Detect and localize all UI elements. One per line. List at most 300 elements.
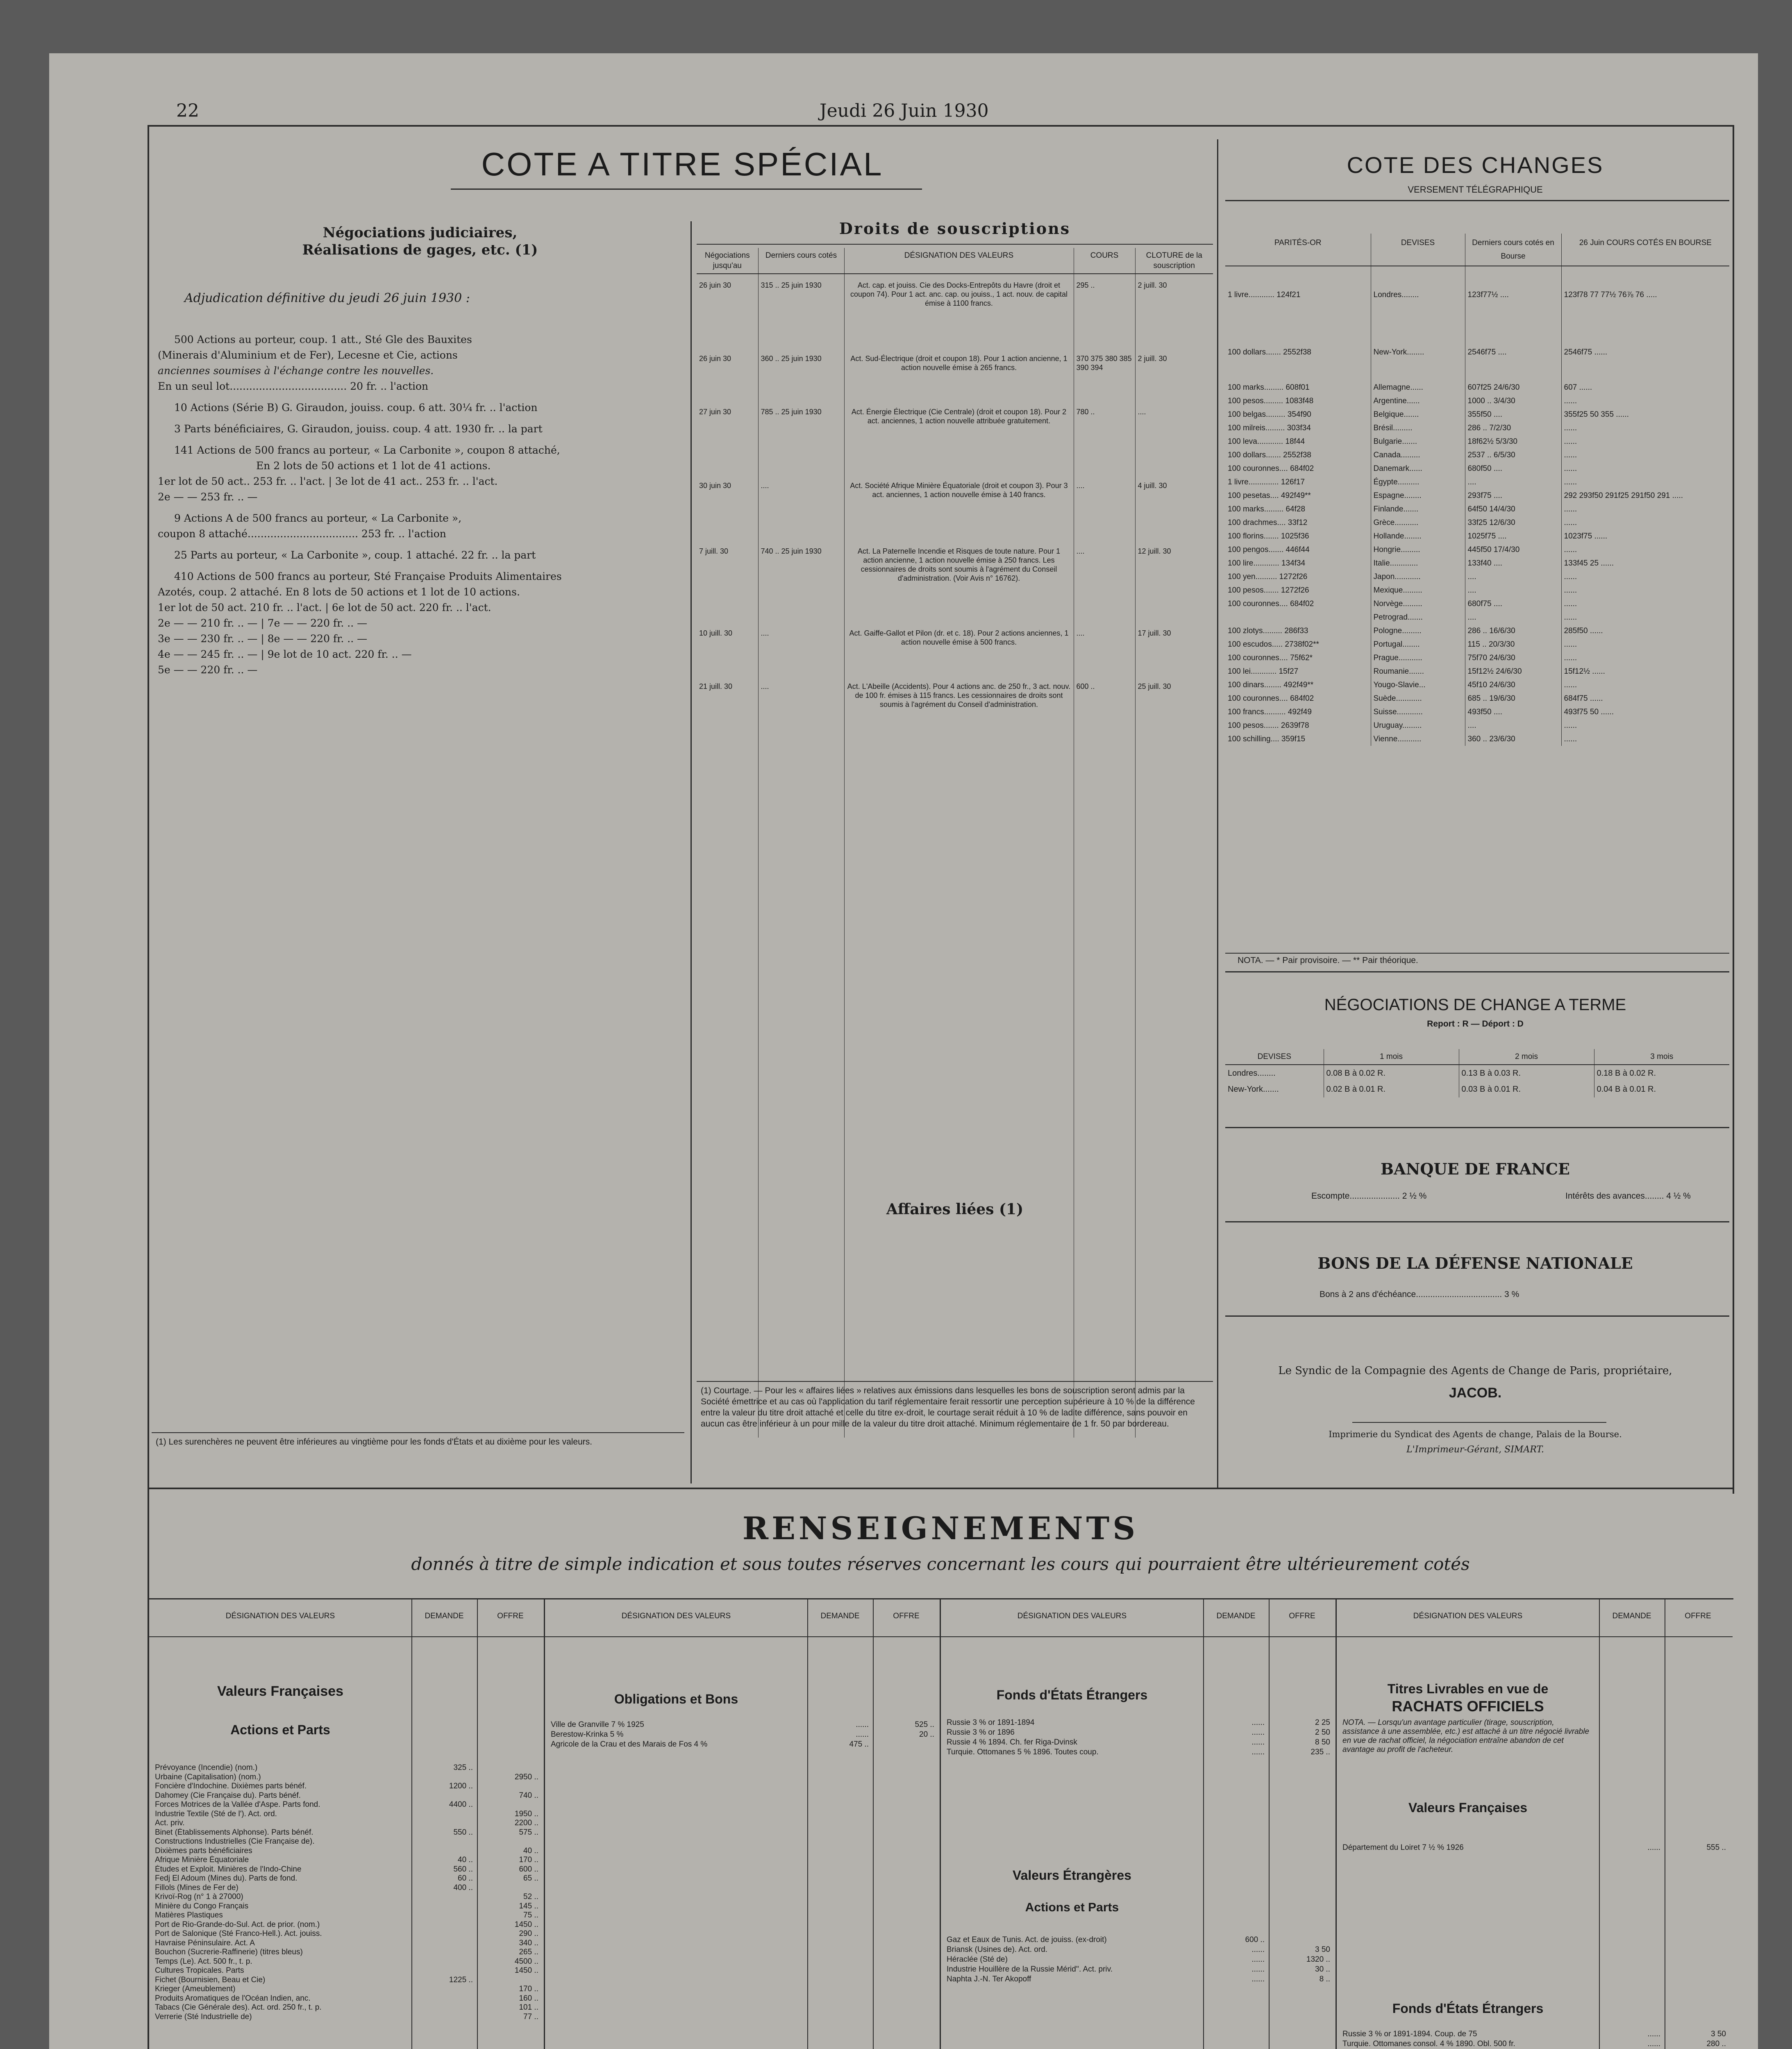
renseignement-demande: 325 .. (453, 1763, 473, 1772)
section-title: Valeurs Françaises (1408, 1800, 1527, 1815)
renseignement-designation: Cultures Tropicales. Parts (155, 1966, 244, 1975)
change-parite: 100 marks......... 64f28 (1225, 502, 1371, 516)
renseignement-offre: 75 .. (523, 1911, 538, 1920)
souscription-cours: .... (1074, 622, 1135, 675)
renseignement-offre: 170 .. (519, 1985, 538, 1993)
column-divider (1203, 1599, 1204, 2049)
change-cours-cote: ...... (1564, 721, 1577, 730)
col-demande: DEMANDE (820, 1612, 860, 1620)
souscription-row (697, 540, 1213, 622)
change-row (1225, 570, 1729, 584)
changes-title: COTE DES CHANGES (1347, 152, 1604, 178)
newspaper-page (49, 53, 1758, 2049)
bons-top-rule (1225, 1221, 1729, 1222)
souscription-empty-cell (844, 741, 1074, 1438)
renseignement-demande: ...... (1251, 1945, 1265, 1954)
change-cours-cote: 607 ...... (1564, 383, 1592, 392)
renseignement-demande: ...... (1251, 1965, 1265, 1974)
change-dernier-cours: 1000 .. 3/4/30 (1465, 394, 1561, 408)
change-dernier-cours: 75f70 24/6/30 (1465, 651, 1561, 665)
renseignements-column (1337, 1599, 1733, 2049)
change-devise: Portugal........ (1371, 638, 1465, 651)
section-title: Obligations et Bons (614, 1692, 738, 1706)
change-dernier-cours: .... (1465, 611, 1561, 624)
adjudication-line-item: 410 Actions de 500 francs au porteur, Sté Française Produits Alimentaires (174, 570, 562, 582)
renseignement-designation: Produits Aromatiques de l'Océan Indien, anc. (155, 1994, 311, 2003)
change-parite (1225, 611, 1371, 624)
renseignement-designation: Matières Plastiques (155, 1911, 223, 1920)
change-parite: 100 pesos......... 1083f48 (1225, 394, 1371, 408)
terme-2-mois: 0.13 B à 0.03 R. (1459, 1065, 1594, 1081)
change-dernier-cours: 15f12½ 24/6/30 (1465, 665, 1561, 678)
change-dernier-cours: 2537 .. 6/5/30 (1465, 448, 1561, 462)
change-parite: 100 couronnes.... 684f02 (1225, 462, 1371, 475)
souscription-designation: Act. Gaiffe-Gallot et Pilon (dr. et c. 18). Pour 2 actions anciennes, 1 action nouvelle émise à 500 francs. (844, 622, 1074, 675)
renseignement-designation: Prévoyance (Incendie) (nom.) (155, 1763, 258, 1772)
change-dernier-cours: 64f50 14/4/30 (1465, 502, 1561, 516)
souscriptions-rule (697, 244, 1213, 245)
renseignement-offre: 8 50 (1315, 1738, 1330, 1747)
change-dernier-cours: 286 .. 16/6/30 (1465, 624, 1561, 638)
gerant-line: L'Imprimeur-Gérant, SIMART. (1406, 1445, 1544, 1455)
change-cours-cote: 355f25 50 355 ...... (1564, 410, 1629, 419)
renseignement-designation: Foncière d'Indochine. Dixièmes parts bénéf. (155, 1782, 307, 1790)
souscription-designation: Act. cap. et jouiss. Cie des Docks-Entrepôts du Havre (droit et coupon 74). Pour 1 act. anc. cap. ou jouiss., 1 act. nouv. de capital émise à 1100 francs. (844, 274, 1074, 348)
changes-header-row (1225, 234, 1729, 266)
renseignement-demande: 1200 .. (449, 1782, 473, 1790)
souscription-empty-cell (1074, 741, 1135, 1438)
souscription-row (697, 622, 1213, 675)
souscription-date: 21 juill. 30 (697, 675, 758, 741)
souscription-cloture: 2 juill. 30 (1138, 281, 1167, 289)
terme-top-rule (1225, 971, 1729, 972)
change-parite: 100 drachmes.... 33f12 (1225, 516, 1371, 529)
renseignement-demande: 4400 .. (449, 1800, 473, 1809)
change-row (1225, 611, 1729, 624)
change-row (1225, 557, 1729, 570)
change-devise: Danemark...... (1371, 462, 1465, 475)
renseignement-designation: Industrie Textile (Sté de l'). Act. ord. (155, 1809, 277, 1818)
renseignement-designation: Industrie Houillère de la Russie Mérid''. Act. priv. (947, 1965, 1113, 1974)
terme-1-mois: 0.02 B à 0.01 R. (1324, 1081, 1459, 1097)
change-dernier-cours: 1025f75 .... (1465, 529, 1561, 543)
change-row (1225, 543, 1729, 557)
col-2-mois: 2 mois (1459, 1049, 1594, 1065)
terme-row (1225, 1065, 1729, 1081)
renseignement-designation: Minière du Congo Français (155, 1901, 249, 1910)
terme-2-mois: 0.03 B à 0.01 R. (1459, 1081, 1594, 1097)
page-date: Jeudi 26 Juin 1930 (820, 100, 989, 121)
renseignement-designation: Forces Motrices de la Vallée d'Aspe. Parts fond. (155, 1800, 320, 1809)
adjudication-line: Adjudication définitive du jeudi 26 juin 1930 : (184, 291, 470, 305)
terme-header-row (1225, 1049, 1729, 1065)
renseignement-offre: 740 .. (519, 1791, 538, 1800)
renseignement-designation: Port de Salonique (Sté Franco-Hell.). Act. jouiss. (155, 1929, 322, 1938)
renseignement-demande: 400 .. (453, 1883, 473, 1892)
renseignement-designation: Turquie. Ottomanes consol. 4 % 1890. Obl. 500 fr. (1342, 2040, 1515, 2048)
change-dernier-cours: 680f75 .... (1465, 597, 1561, 611)
adjudication-line-item: 4e — — 245 fr. .. — | 9e lot de 10 act. 220 fr. .. — (158, 648, 412, 660)
renseignement-designation: Gaz et Eaux de Tunis. Act. de jouiss. (ex-droit) (947, 1935, 1107, 1944)
adjudication-list (158, 332, 682, 678)
renseignement-designation: Tabacs (Cie Générale des). Act. ord. 250 fr., t. p. (155, 2003, 322, 2012)
change-devise: Brésil......... (1371, 421, 1465, 435)
change-dernier-cours: 2546f75 .... (1465, 323, 1561, 381)
souscription-cloture: .... (1138, 408, 1146, 416)
renseignement-offre: 2 25 (1315, 1718, 1330, 1727)
souscription-derniers-cours: 315 .. 25 juin 1930 (758, 274, 844, 348)
renseignement-designation: Bouchon (Sucrerie-Raffinerie) (titres bleus) (155, 1948, 303, 1956)
change-parite: 100 pesos....... 1272f26 (1225, 584, 1371, 597)
change-row (1225, 266, 1729, 323)
change-parite: 100 couronnes.... 684f02 (1225, 692, 1371, 705)
change-cours-cote: 15f12½ ...... (1564, 667, 1605, 676)
realisations-title: Réalisations de gages, etc. (1) (302, 242, 538, 258)
change-cours-cote: ...... (1564, 735, 1577, 743)
change-cours-cote: 2546f75 ...... (1564, 348, 1608, 357)
souscription-cours: .... (1074, 475, 1135, 540)
adjudication-line-item: 10 Actions (Série B) G. Giraudon, jouiss. coup. 6 att. 30¼ fr. .. l'action (174, 402, 538, 413)
change-cours-cote: ...... (1564, 451, 1577, 459)
renseignement-offre: 8 .. (1319, 1975, 1330, 1983)
col-offre: OFFRE (497, 1612, 524, 1620)
souscription-cours: 780 .. (1074, 401, 1135, 475)
renseignements-top-rule (148, 1488, 1733, 1489)
change-parite: 100 leva............ 18f44 (1225, 435, 1371, 448)
renseignement-demande: 475 .. (849, 1740, 869, 1749)
adjudication-line-item: coupon 8 attaché.................................. 253 fr. .. l'action (158, 528, 446, 540)
renseignement-designation: Urbaine (Capitalisation) (nom.) (155, 1772, 261, 1781)
renseignement-offre: 77 .. (523, 2012, 538, 2021)
renseignement-designation: Études et Exploit. Minières de l'Indo-Chine (155, 1865, 302, 1874)
change-devise: Pologne......... (1371, 624, 1465, 638)
souscription-cloture: 12 juill. 30 (1138, 547, 1171, 555)
change-dernier-cours: 133f40 .... (1465, 557, 1561, 570)
souscription-row (697, 675, 1213, 741)
souscription-cloture: 4 juill. 30 (1138, 482, 1167, 490)
col-designation: DÉSIGNATION DES VALEURS (1413, 1612, 1523, 1620)
section-subtitle: Actions et Parts (1025, 1901, 1119, 1914)
syndic-top-rule (1225, 1315, 1729, 1317)
renseignement-designation: Briansk (Usines de). Act. ord. (947, 1945, 1048, 1954)
souscription-row (697, 401, 1213, 475)
renseignement-demande: ...... (1251, 1748, 1265, 1756)
column-divider (477, 1599, 478, 2049)
souscriptions-header-row (697, 248, 1213, 274)
col-derniers-cours: Derniers cours cotés en Bourse (1465, 234, 1561, 266)
renseignement-demande: 40 .. (458, 1856, 473, 1864)
renseignement-demande: ...... (1251, 1738, 1265, 1747)
renseignement-designation: Temps (Le). Act. 500 fr., t. p. (155, 1957, 252, 1966)
section-title: Valeurs Françaises (217, 1683, 344, 1699)
renseignement-offre: 52 .. (523, 1892, 538, 1901)
changes-rule (1225, 200, 1729, 201)
change-parite: 100 escudos..... 2738f02** (1225, 638, 1371, 651)
renseignement-designation: Russie 3 % or 1891-1894. Coup. de 75 (1342, 2030, 1477, 2038)
col-cours: COURS (1074, 248, 1135, 274)
renseignement-designation: Dahomey (Cie Française du). Parts bénéf. (155, 1791, 301, 1800)
renseignement-designation: Héraclée (Sté de) (947, 1955, 1008, 1964)
souscription-derniers-cours: 785 .. 25 juin 1930 (758, 401, 844, 475)
section-subtitle: Actions et Parts (230, 1722, 330, 1737)
change-cours-cote: ...... (1564, 600, 1577, 608)
col-demande: DEMANDE (1216, 1612, 1256, 1620)
banque-title: BANQUE DE FRANCE (1381, 1160, 1570, 1178)
renseignement-offre: 145 .. (519, 1901, 538, 1910)
renseignement-offre: 3 50 (1315, 1945, 1330, 1954)
page-number: 22 (176, 100, 199, 121)
renseignement-demande: 550 .. (453, 1828, 473, 1837)
column-divider (873, 1599, 874, 2049)
renseignement-designation: Port de Rio-Grande-do-Sul. Act. de prior. (nom.) (155, 1920, 320, 1929)
change-parite: 100 dinars........ 492f49** (1225, 678, 1371, 692)
cote-titre-title: COTE A TITRE SPÉCIAL (481, 146, 884, 182)
changes-subtitle: VERSEMENT TÉLÉGRAPHIQUE (1408, 184, 1543, 195)
renseignement-offre: 555 .. (1706, 1843, 1726, 1852)
change-cours-cote: 123f78 77 77½ 76⅞ 76 ..... (1564, 291, 1657, 299)
renseignement-demande: ...... (1251, 1728, 1265, 1737)
renseignements-column-header (545, 1599, 940, 1637)
renseignement-offre: 290 .. (519, 1929, 538, 1938)
souscription-empty-cell (697, 741, 758, 1438)
section-title: RACHATS OFFICIELS (1392, 1698, 1544, 1715)
renseignement-designation: Turquie. Ottomanes 5 % 1896. Toutes coup. (947, 1748, 1099, 1756)
souscription-designation: Act. Sud-Électrique (droit et coupon 18). Pour 1 action ancienne, 1 action nouvelle émise à 265 francs. (844, 348, 1074, 401)
column-divider (1269, 1599, 1270, 2049)
change-parite: 100 lire............ 134f34 (1225, 557, 1371, 570)
rachats-nota: NOTA. — Lorsqu'un avantage particulier (tirage, souscription, assistance à une assemblée, etc.) est attaché à un titre négocié livrable en vue de rachat officiel, la négociation entraîne abandon de cet avantage au profit de l'acheteur. (1342, 1718, 1590, 1754)
change-row (1225, 462, 1729, 475)
change-devise: Norvège......... (1371, 597, 1465, 611)
renseignement-designation: Constructions Industrielles (Cie Française de). (155, 1837, 315, 1846)
change-row (1225, 678, 1729, 692)
souscription-cloture: 17 juill. 30 (1138, 629, 1171, 637)
col-cours-cotes: 26 Juin COURS COTÉS EN BOURSE (1561, 234, 1729, 266)
change-row (1225, 381, 1729, 394)
renseignement-designation: Fillols (Mines de Fer de) (155, 1883, 238, 1892)
renseignement-demande: 60 .. (458, 1874, 473, 1883)
change-dernier-cours: .... (1465, 719, 1561, 732)
change-row (1225, 651, 1729, 665)
change-devise: Hongrie......... (1371, 543, 1465, 557)
souscription-derniers-cours: .... (758, 475, 844, 540)
terme-devise: New-York....... (1225, 1081, 1324, 1097)
change-cours-cote: 684f75 ...... (1564, 694, 1603, 703)
change-devise: New-York........ (1371, 323, 1465, 381)
terme-row (1225, 1081, 1729, 1097)
souscription-date: 7 juill. 30 (697, 540, 758, 622)
renseignement-demande: 1225 .. (449, 1975, 473, 1984)
col-designation: DÉSIGNATION DES VALEURS (1017, 1612, 1127, 1620)
change-parite: 100 pesos....... 2639f78 (1225, 719, 1371, 732)
escompte-rate: Escompte..................... 2 ½ % (1311, 1191, 1427, 1201)
change-row (1225, 489, 1729, 502)
change-dernier-cours: 286 .. 7/2/30 (1465, 421, 1561, 435)
column-divider (411, 1599, 412, 2049)
col-parites: PARITÉS-OR (1225, 234, 1371, 266)
souscription-derniers-cours: .... (758, 675, 844, 741)
terme-3-mois: 0.18 B à 0.02 R. (1597, 1069, 1656, 1078)
col-cloture: CLOTURE de la souscription (1135, 248, 1213, 274)
terme-title: NÉGOCIATIONS DE CHANGE A TERME (1324, 996, 1626, 1014)
change-parite: 100 milreis......... 303f34 (1225, 421, 1371, 435)
change-parite: 1 livre.............. 126f17 (1225, 475, 1371, 489)
change-dernier-cours: 45f10 24/6/30 (1465, 678, 1561, 692)
renseignement-offre: 40 .. (523, 1846, 538, 1855)
renseignement-designation: Krivoï-Rog (n° 1 à 27000) (155, 1892, 243, 1901)
renseignement-offre: 1950 .. (514, 1809, 538, 1818)
renseignement-offre: 101 .. (519, 2003, 538, 2012)
change-parite: 100 yen.......... 1272f26 (1225, 570, 1371, 584)
renseignement-demande: ...... (1251, 1718, 1265, 1727)
souscriptions-table (697, 248, 1213, 1438)
syndic-name: JACOB. (1449, 1385, 1502, 1401)
change-dernier-cours: 115 .. 20/3/30 (1465, 638, 1561, 651)
renseignements-column-header (941, 1599, 1335, 1637)
header-rule (148, 125, 1733, 127)
souscription-derniers-cours: 360 .. 25 juin 1930 (758, 348, 844, 401)
renseignement-designation: Act. priv. (155, 1819, 185, 1827)
renseignement-offre: 4500 .. (514, 1957, 538, 1966)
renseignements-column (149, 1599, 545, 2049)
col-1-mois: 1 mois (1324, 1049, 1459, 1065)
souscription-cours: 295 .. (1074, 274, 1135, 348)
col-offre: OFFRE (893, 1612, 920, 1620)
change-parite: 100 lei............ 15f27 (1225, 665, 1371, 678)
change-row (1225, 448, 1729, 462)
change-devise: Uruguay......... (1371, 719, 1465, 732)
change-devise: Prague........... (1371, 651, 1465, 665)
avances-rate: Intérêts des avances........ 4 ½ % (1565, 1191, 1691, 1201)
change-devise: Japon............ (1371, 570, 1465, 584)
souscription-empty-cell (758, 741, 844, 1438)
souscription-designation: Act. Société Afrique Minière Équatoriale (droit et coupon 3). Pour 3 act. anciennes, 1 action nouvelle émise à 140 francs. (844, 475, 1074, 540)
change-row (1225, 584, 1729, 597)
change-cours-cote: 1023f75 ...... (1564, 532, 1608, 541)
renseignement-offre: 170 .. (519, 1856, 538, 1864)
terme-devise: Londres........ (1225, 1065, 1324, 1081)
change-cours-cote: ...... (1564, 397, 1577, 405)
change-devise: Allemagne...... (1371, 381, 1465, 394)
change-devise: Hollande........ (1371, 529, 1465, 543)
change-devise: Finlande....... (1371, 502, 1465, 516)
souscription-cloture: 2 juill. 30 (1138, 354, 1167, 363)
col-devises: DEVISES (1371, 234, 1465, 266)
imprimerie-line: Imprimerie du Syndicat des Agents de change, Palais de la Bourse. (1329, 1429, 1622, 1439)
change-dernier-cours: 493f50 .... (1465, 705, 1561, 719)
col-negociations: Négociations jusqu'au (697, 248, 758, 274)
souscription-cours: .... (1074, 540, 1135, 622)
change-devise: Roumanie....... (1371, 665, 1465, 678)
renseignement-designation: Krieger (Ameublement) (155, 1985, 236, 1993)
adjudication-line-item: En 2 lots de 50 actions et 1 lot de 41 actions. (256, 460, 491, 472)
change-cours-cote: ...... (1564, 478, 1577, 486)
terme-3-mois: 0.04 B à 0.01 R. (1597, 1085, 1656, 1094)
changes-nota: NOTA. — * Pair provisoire. — ** Pair théorique. (1238, 956, 1418, 965)
affaires-liees-title: Affaires liées (1) (886, 1201, 1024, 1218)
banque-top-rule (1225, 1127, 1729, 1128)
nota-rule (1225, 953, 1729, 954)
adjudication-line-item: 500 Actions au porteur, coup. 1 att., Sté Gle des Bauxites (174, 334, 472, 345)
negociations-title: Négociations judiciaires, (323, 225, 518, 241)
section-title: Fonds d'États Étrangers (1392, 2001, 1544, 2016)
change-dernier-cours: 33f25 12/6/30 (1465, 516, 1561, 529)
change-devise: Égypte.......... (1371, 475, 1465, 489)
souscription-date: 30 juin 30 (697, 475, 758, 540)
change-row (1225, 705, 1729, 719)
change-row (1225, 719, 1729, 732)
change-dernier-cours: 18f62½ 5/3/30 (1465, 435, 1561, 448)
change-dernier-cours: .... (1465, 584, 1561, 597)
souscription-derniers-cours: .... (758, 622, 844, 675)
column-divider (807, 1599, 808, 2049)
change-parite: 100 francs.......... 492f49 (1225, 705, 1371, 719)
change-dernier-cours: 607f25 24/6/30 (1465, 381, 1561, 394)
change-parite: 100 dollars....... 2552f38 (1225, 323, 1371, 381)
renseignement-offre: 2200 .. (514, 1819, 538, 1827)
renseignement-demande: 560 .. (453, 1865, 473, 1874)
change-row (1225, 394, 1729, 408)
change-cours-cote: ...... (1564, 464, 1577, 473)
renseignement-offre: 1450 .. (514, 1920, 538, 1929)
renseignement-demande: ...... (1647, 2030, 1660, 2038)
syndic-rule (1352, 1422, 1606, 1423)
change-parite: 100 florins....... 1025f36 (1225, 529, 1371, 543)
right-border (1733, 125, 1734, 1494)
renseignement-offre: 600 .. (519, 1865, 538, 1874)
renseignement-designation: Naphta J.-N. Ter Akopoff (947, 1975, 1031, 1983)
renseignement-offre: 2 50 (1315, 1728, 1330, 1737)
col-designation: DÉSIGNATION DES VALEURS (225, 1612, 335, 1620)
souscription-date: 10 juill. 30 (697, 622, 758, 675)
change-parite: 100 zlotys......... 286f33 (1225, 624, 1371, 638)
change-cours-cote: ...... (1564, 505, 1577, 513)
change-cours-cote: 493f75 50 ...... (1564, 708, 1614, 716)
change-dernier-cours: 680f50 .... (1465, 462, 1561, 475)
change-devise: Grèce........... (1371, 516, 1465, 529)
change-parite: 100 belgas......... 354f90 (1225, 408, 1371, 421)
change-devise: Belgique....... (1371, 408, 1465, 421)
adjudication-line-item: 2e — — 210 fr. .. — | 7e — — 220 fr. .. — (158, 617, 368, 629)
renseignement-offre: 280 .. (1706, 2040, 1726, 2048)
section-title: Fonds d'États Étrangers (996, 1688, 1148, 1702)
change-cours-cote: ...... (1564, 586, 1577, 595)
change-dernier-cours: 293f75 .... (1465, 489, 1561, 502)
adjudication-line-item: 5e — — 220 fr. .. — (158, 664, 258, 676)
renseignement-offre: 30 .. (1315, 1965, 1330, 1974)
col-demande: DEMANDE (1612, 1612, 1651, 1620)
col-designation: DÉSIGNATION DES VALEURS (844, 248, 1074, 274)
change-row (1225, 638, 1729, 651)
souscription-row (697, 475, 1213, 540)
change-cours-cote: ...... (1564, 640, 1577, 649)
renseignements-column-header (149, 1599, 544, 1637)
change-dernier-cours: 355f50 .... (1465, 408, 1561, 421)
title-underline (451, 189, 922, 190)
renseignement-designation: Russie 4 % 1894. Ch. fer Riga-Dvinsk (947, 1738, 1077, 1747)
renseignement-demande: ...... (1647, 1843, 1660, 1852)
change-devise: Suisse............ (1371, 705, 1465, 719)
adjudication-line-item: En un seul lot.................................... 20 fr. .. l'action (158, 380, 429, 392)
souscription-cloture: 25 juill. 30 (1138, 682, 1171, 691)
change-parite: 1 livre............ 124f21 (1225, 266, 1371, 323)
renseignements-column (941, 1599, 1337, 2049)
renseignement-offre: 65 .. (523, 1874, 538, 1883)
renseignement-designation: Fedj El Adoum (Mines du). Parts de fond. (155, 1874, 298, 1883)
col-offre: OFFRE (1289, 1612, 1315, 1620)
renseignement-demande: ...... (1647, 2040, 1660, 2048)
col-devises: DEVISES (1225, 1049, 1324, 1065)
